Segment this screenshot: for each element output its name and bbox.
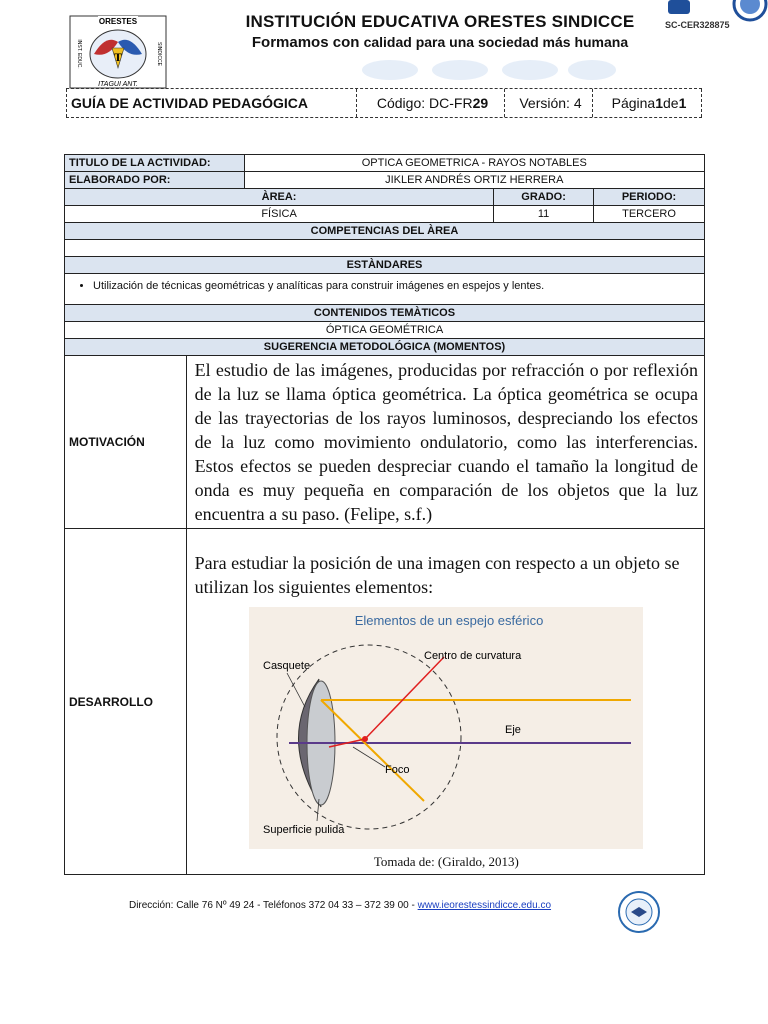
school-logo — [68, 14, 168, 90]
page-label: Página — [611, 95, 656, 111]
footer-address: Dirección: Calle 76 Nº 49 24 - Teléfonos 372 04 33 – 372 39 00 - — [128, 900, 418, 911]
guide-title: GUÍA DE ACTIVIDAD PEDAGÓGICA — [66, 89, 356, 117]
spherical-mirror-diagram — [249, 607, 643, 849]
estandares-label: ESTÀNDARES — [65, 257, 705, 274]
contenidos-value: ÓPTICA GEOMÉTRICA — [65, 322, 705, 339]
header-title — [200, 12, 680, 51]
slogan — [200, 34, 680, 51]
logo-bottom-text: ITAGUI ANT. — [98, 81, 138, 88]
grado-value: 11 — [494, 206, 594, 223]
logo-left-text: INST. EDUC. — [76, 39, 82, 69]
competencias-value — [65, 240, 705, 257]
row-competencias-header — [65, 223, 705, 240]
row-motivacion — [65, 356, 705, 529]
periodo-label: PERIODO: — [594, 189, 705, 206]
titulo-label: TITULO DE LA ACTIVIDAD: — [65, 155, 245, 172]
label-casquete: Casquete — [262, 660, 310, 672]
motivacion-text: El estudio de las imágenes, producidas por refracción o por reflexión de la luz se llama óptica geométrica. La óptica geométrica se ocupa de las trayectorias de los rayos luminosos, despreciando los efectos de la luz como movimiento ondulatorio, como las interferencias. Estos efectos se pueden despreciar cuando el tamaño la longitud de onda es muy pequeña en comparación de los objetos que la luz encuentra a su paso. (Felipe, s.f.) — [186, 356, 704, 529]
watermark — [330, 56, 630, 82]
page-number: 1 — [655, 95, 663, 111]
code-label: Código: DC-FR — [376, 95, 473, 111]
estandares-cell — [65, 274, 705, 305]
row-contenidos-value — [65, 322, 705, 339]
page-of: de — [663, 95, 679, 111]
label-centro: Centro de curvatura — [423, 650, 521, 662]
desarrollo-intro: Para estudiar la posición de una imagen con respecto a un objeto se utilizan los siguientes elementos: — [194, 553, 680, 597]
desarrollo-cell — [186, 529, 704, 875]
competencias-label: COMPETENCIAS DEL ÀREA — [65, 223, 705, 240]
desarrollo-label: DESARROLLO — [65, 529, 187, 875]
code-number: 29 — [472, 95, 489, 111]
guide-code — [356, 89, 504, 117]
motivacion-label: MOTIVACIÓN — [65, 356, 187, 529]
row-elaborado — [65, 172, 705, 189]
footer-website-link[interactable]: www.ieorestessindicce.edu.co — [417, 900, 552, 911]
titulo-value: OPTICA GEOMETRICA - RAYOS NOTABLES — [244, 155, 704, 172]
row-competencias-value — [65, 240, 705, 257]
elaborado-value: JIKLER ANDRÉS ORTIZ HERRERA — [244, 172, 704, 189]
elaborado-label: ELABORADO POR: — [65, 172, 245, 189]
guide-page — [592, 89, 702, 117]
row-estandares-value — [65, 274, 705, 305]
row-contenidos-header — [65, 305, 705, 322]
area-label: ÀREA: — [65, 189, 494, 206]
figure-title: Elementos de un espejo esférico — [354, 613, 543, 628]
activity-table — [64, 154, 705, 875]
logo-name: ORESTES — [98, 17, 138, 26]
estandares-item: • Utilización de técnicas geométricas y analíticas para construir imágenes en espejos y lentes. — [93, 280, 700, 292]
footer-seal — [617, 890, 661, 934]
slogan-bold: Formamos con — [251, 34, 360, 51]
logo-right-text: SINDICCE — [156, 42, 162, 66]
row-area-header — [65, 189, 705, 206]
contenidos-label: CONTENIDOS TEMÀTICOS — [65, 305, 705, 322]
row-titulo — [65, 155, 705, 172]
periodo-value: TERCERO — [594, 206, 705, 223]
label-eje: Eje — [504, 724, 521, 736]
footer — [0, 900, 680, 911]
sugerencia-label: SUGERENCIA METODOLÓGICA (MOMENTOS) — [65, 339, 705, 356]
row-desarrollo — [65, 529, 705, 875]
certificate-code: SC-CER328875 — [665, 20, 730, 30]
figure-caption: Tomada de: (Giraldo, 2013) — [373, 854, 519, 869]
center-point — [362, 736, 368, 742]
row-estandares-header — [65, 257, 705, 274]
institution-name: INSTITUCIÓN EDUCATIVA ORESTES SINDICCE — [245, 12, 635, 31]
slogan-rest: calidad para una sociedad más humana — [363, 34, 629, 50]
guide-bar — [66, 88, 702, 118]
row-sugerencia-header — [65, 339, 705, 356]
label-superficie: Superficie pulida — [262, 824, 344, 836]
svg-text:T: T — [113, 50, 123, 64]
label-foco: Foco — [384, 764, 410, 776]
guide-version: Versión: 4 — [504, 89, 592, 117]
row-area-values — [65, 206, 705, 223]
area-value: FÍSICA — [65, 206, 494, 223]
page-total: 1 — [678, 95, 687, 111]
grado-label: GRADO: — [494, 189, 594, 206]
